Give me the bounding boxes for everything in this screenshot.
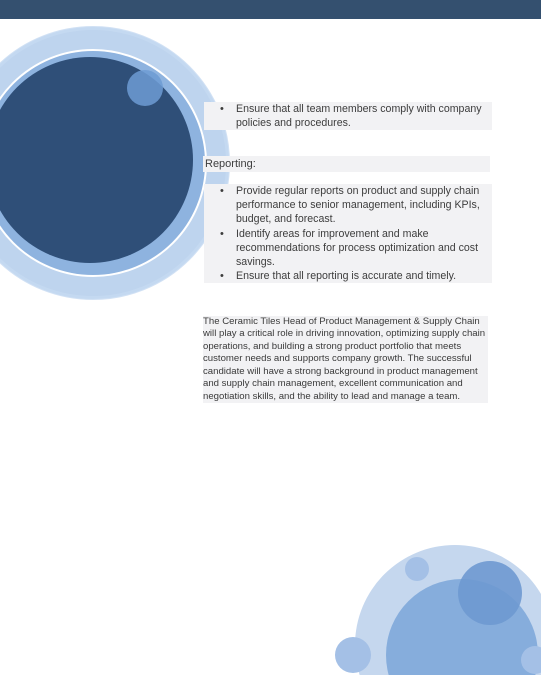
list-item: • Ensure that all reporting is accurate and timely. xyxy=(236,269,486,283)
list-item: • Identify areas for improvement and make recommendations for process optimization and cost savings. xyxy=(236,227,486,270)
list-item: • Provide regular reports on product and supply chain performance to senior management, including KPIs, budget, and forecast. xyxy=(236,184,486,227)
compliance-bullet-list xyxy=(204,102,492,130)
list-item: • Ensure that all team members comply with company policies and procedures. xyxy=(236,102,486,130)
reporting-bullet-list xyxy=(204,184,492,283)
closing-paragraph: The Ceramic Tiles Head of Product Management & Supply Chain will play a critical role in driving innovation, optimizing supply chain operations, and building a strong product portfolio that meets customer needs and supports company growth. The successful candidate will have a strong background in product management and supply chain management, excellent communication and negotiation skills, and the ability to lead and manage a team. xyxy=(203,316,488,404)
reporting-heading: Reporting: xyxy=(203,156,490,172)
